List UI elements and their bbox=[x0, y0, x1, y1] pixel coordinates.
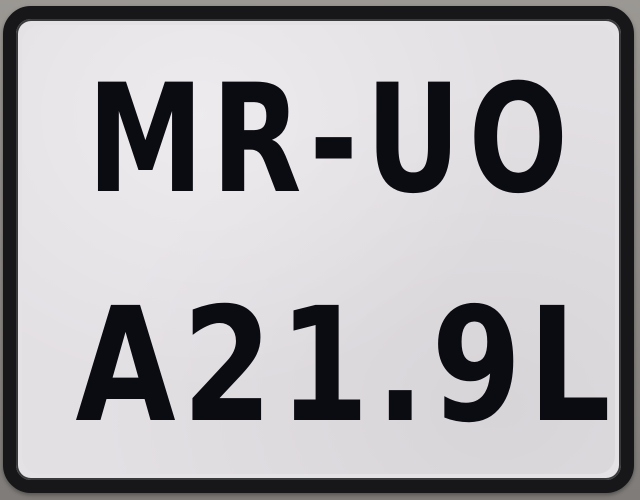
plate-line-2: A21.9L bbox=[75, 274, 618, 458]
plate-frame bbox=[3, 6, 634, 493]
plate-face bbox=[22, 25, 618, 474]
plate-line-1: MR-UO bbox=[87, 53, 576, 227]
